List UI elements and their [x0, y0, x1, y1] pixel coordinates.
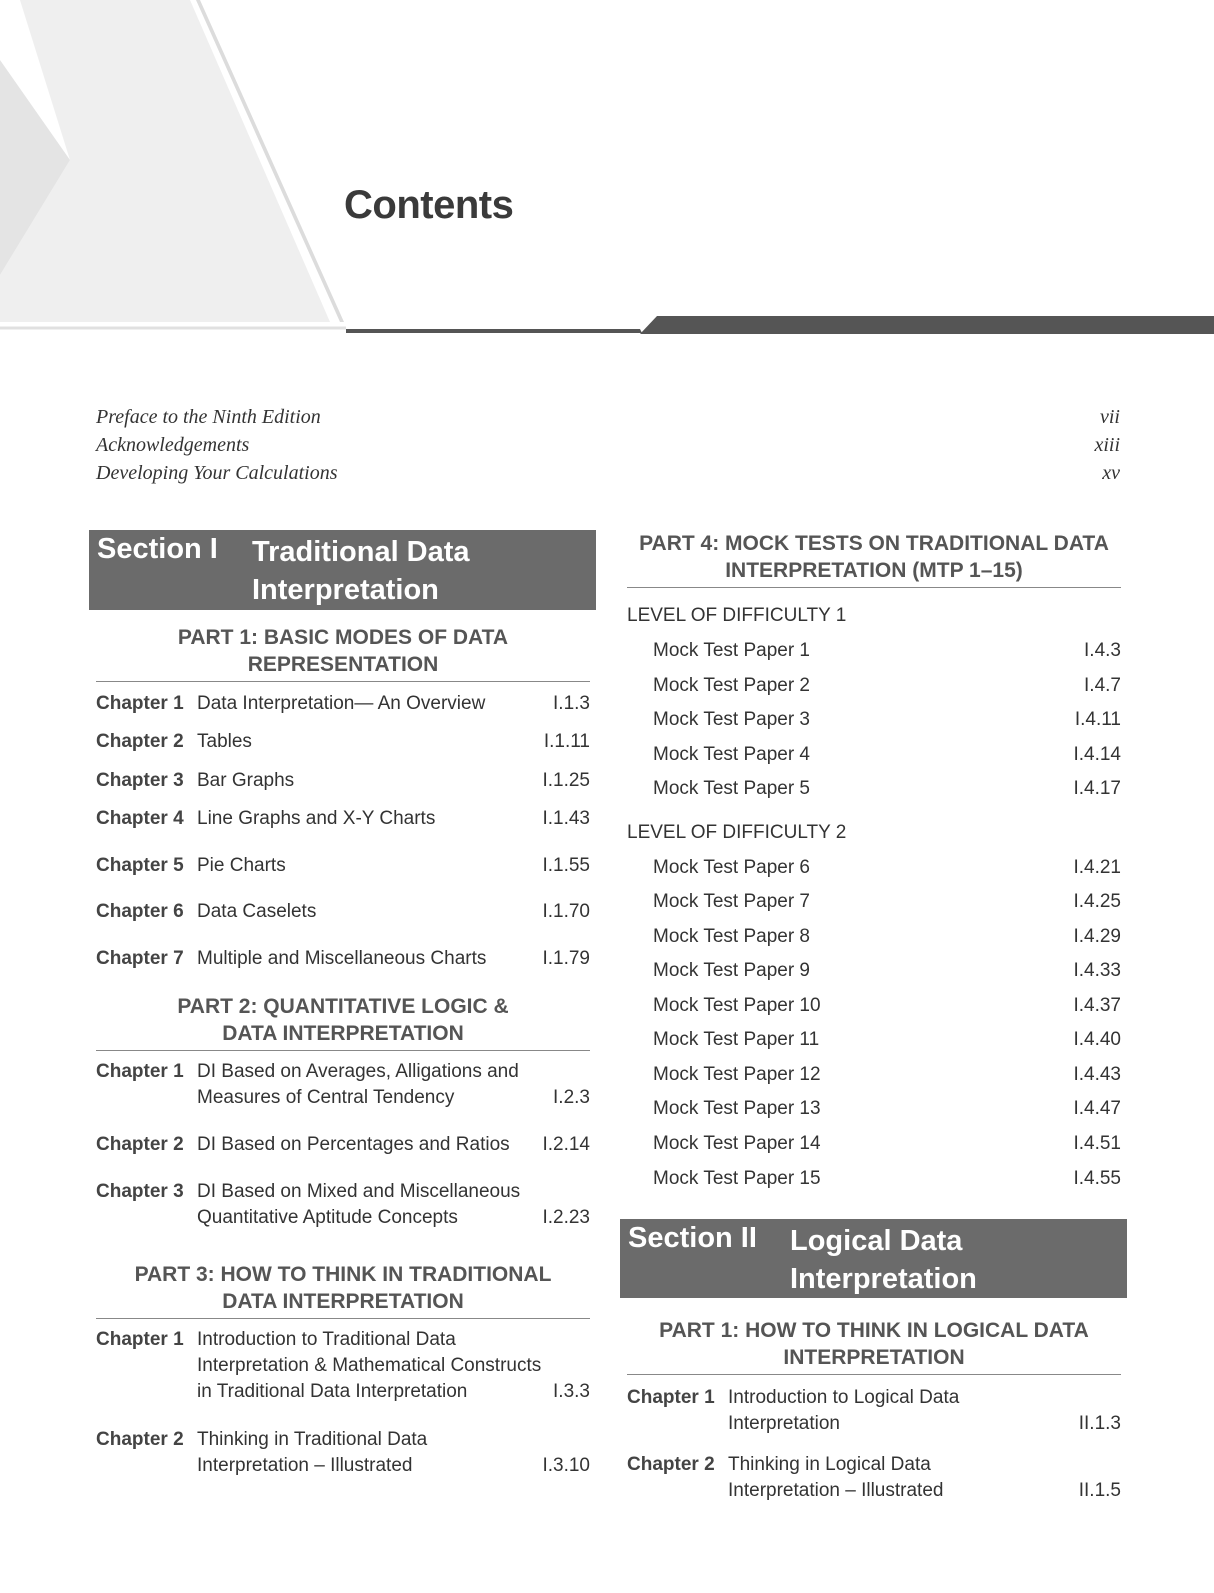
page-number: I.3.3: [553, 1381, 590, 1402]
part-heading-line2: DATA INTERPRETATION: [222, 1290, 464, 1313]
mock-test-title: Mock Test Paper 14: [653, 1133, 821, 1154]
chapter-number: Chapter 2: [96, 731, 184, 752]
mock-test-entry[interactable]: [653, 640, 1121, 666]
toc-entry[interactable]: [96, 1179, 590, 1231]
mock-test-entry[interactable]: [653, 960, 1121, 986]
page-number: I.4.25: [1073, 891, 1121, 912]
toc-entry[interactable]: [627, 1385, 1121, 1437]
page-number: I.2.14: [542, 1134, 590, 1155]
chapter-title: [728, 1385, 959, 1437]
chapter-title: Multiple and Miscellaneous Charts: [197, 948, 487, 969]
toc-entry[interactable]: [96, 729, 590, 755]
mock-test-title: Mock Test Paper 6: [653, 857, 811, 878]
chapter-number: Chapter 3: [96, 1181, 184, 1202]
chapter-title: Pie Charts: [197, 855, 286, 876]
front-matter-title: Developing Your Calculations: [96, 462, 338, 484]
chapter-title: [197, 1179, 520, 1231]
page-number: I.4.43: [1073, 1064, 1121, 1085]
toc-entry[interactable]: [96, 853, 590, 879]
page-number: I.2.23: [542, 1207, 590, 1228]
toc-entry[interactable]: [96, 1327, 590, 1405]
mock-test-title: Mock Test Paper 9: [653, 960, 811, 981]
mock-test-entry[interactable]: [653, 891, 1121, 917]
chapter-title: [197, 1327, 541, 1405]
chapter-title-line: DI Based on Averages, Alligations and: [197, 1061, 519, 1082]
mock-test-title: Mock Test Paper 8: [653, 926, 811, 947]
part-3-heading: [96, 1261, 590, 1319]
toc-entry[interactable]: [627, 1452, 1121, 1504]
mock-test-entry[interactable]: [653, 1064, 1121, 1090]
toc-entry[interactable]: [96, 806, 590, 832]
page-number: I.1.79: [542, 948, 590, 969]
mock-test-title: Mock Test Paper 10: [653, 995, 821, 1016]
chapter-title-line: Interpretation & Mathematical Constructs: [197, 1355, 542, 1376]
chapter-number: Chapter 5: [96, 855, 184, 876]
chapter-number: Chapter 6: [96, 901, 184, 922]
page-number: I.4.21: [1073, 857, 1121, 878]
page-number: I.4.14: [1073, 744, 1121, 765]
section-1-banner: [89, 530, 596, 610]
mock-test-title: Mock Test Paper 1: [653, 640, 811, 661]
page-number: I.4.33: [1073, 960, 1121, 981]
toc-entry[interactable]: [96, 899, 590, 925]
toc-entry[interactable]: [96, 1427, 590, 1479]
chapter-title-line: Interpretation: [728, 1413, 840, 1434]
level-heading: LEVEL OF DIFFICULTY 1: [627, 605, 847, 626]
section-2-label: Section II: [628, 1222, 757, 1254]
toc-entry[interactable]: [96, 1059, 590, 1111]
part-heading-line2: DATA INTERPRETATION: [222, 1022, 464, 1045]
front-matter-page: xiii: [1094, 434, 1120, 456]
toc-entry[interactable]: [96, 691, 590, 717]
toc-entry[interactable]: [96, 946, 590, 972]
mock-test-entry[interactable]: [653, 1098, 1121, 1124]
page-number: II.1.5: [1078, 1480, 1121, 1501]
page-number: I.4.47: [1073, 1098, 1121, 1119]
chapter-title-line: Interpretation – Illustrated: [197, 1455, 413, 1476]
mock-test-title: Mock Test Paper 4: [653, 744, 811, 765]
chapter-title: Tables: [197, 731, 252, 752]
page-number: I.1.55: [542, 855, 590, 876]
part-heading-line1: PART 1: BASIC MODES OF DATA: [177, 626, 509, 649]
mock-test-title: Mock Test Paper 13: [653, 1098, 821, 1119]
chapter-title-line: Thinking in Logical Data: [728, 1454, 931, 1475]
part-heading-line2: INTERPRETATION (MTP 1–15): [725, 559, 1023, 582]
chapter-title-line: Introduction to Traditional Data: [197, 1329, 456, 1350]
chapter-title: [197, 1059, 519, 1111]
part-heading-line2: REPRESENTATION: [247, 653, 439, 676]
chapter-number: Chapter 4: [96, 808, 184, 829]
section-1-title-line2: Interpretation: [252, 574, 439, 606]
mock-test-title: Mock Test Paper 11: [653, 1029, 820, 1050]
mock-test-title: Mock Test Paper 5: [653, 778, 811, 799]
chapter-number: Chapter 1: [96, 693, 184, 714]
chapter-title: DI Based on Percentages and Ratios: [197, 1134, 510, 1155]
level-heading: LEVEL OF DIFFICULTY 2: [627, 822, 847, 843]
mock-test-title: Mock Test Paper 7: [653, 891, 811, 912]
mock-test-entry[interactable]: [653, 675, 1121, 701]
mock-test-title: Mock Test Paper 15: [653, 1168, 821, 1189]
page-number: I.1.25: [542, 770, 590, 791]
page-number: I.4.40: [1073, 1029, 1121, 1050]
mock-test-entry[interactable]: [653, 1029, 1121, 1055]
chapter-number: Chapter 2: [96, 1134, 184, 1155]
mock-test-title: Mock Test Paper 2: [653, 675, 811, 696]
page-number: I.4.29: [1073, 926, 1121, 947]
header-decoration: [0, 0, 1214, 340]
section-1-label: Section I: [97, 533, 218, 565]
front-matter-title: Preface to the Ninth Edition: [96, 406, 321, 428]
page-number: I.1.43: [542, 808, 590, 829]
chapter-title: Bar Graphs: [197, 770, 295, 791]
front-matter-title: Acknowledgements: [96, 434, 250, 456]
page-number: I.1.11: [543, 731, 590, 752]
part-1-heading: [96, 624, 590, 682]
page-number: I.1.3: [553, 693, 590, 714]
chapter-number: Chapter 1: [627, 1387, 715, 1408]
section-2-banner: [620, 1219, 1127, 1298]
part-heading-line1: PART 3: HOW TO THINK IN TRADITIONAL: [134, 1263, 552, 1286]
mock-test-title: Mock Test Paper 12: [653, 1064, 821, 1085]
part-2-heading: [96, 993, 590, 1051]
mock-test-entry[interactable]: [653, 995, 1121, 1021]
section-2-part-1-heading: [627, 1317, 1121, 1375]
mock-test-entry[interactable]: [653, 709, 1121, 735]
chapter-number: Chapter 7: [96, 948, 184, 969]
chapter-title-line: Introduction to Logical Data: [728, 1387, 960, 1408]
chapter-title: Data Interpretation— An Overview: [197, 693, 486, 714]
page-number: I.4.55: [1073, 1168, 1121, 1189]
chapter-title-line: Thinking in Traditional Data: [197, 1429, 428, 1450]
page-number: I.4.17: [1073, 778, 1121, 799]
part-heading-line1: PART 2: QUANTITATIVE LOGIC &: [177, 995, 509, 1018]
part-heading-line2: INTERPRETATION: [783, 1346, 965, 1369]
page-number: I.4.51: [1073, 1133, 1121, 1154]
front-matter-entry[interactable]: [96, 462, 1120, 488]
front-matter-page: vii: [1100, 406, 1120, 428]
chapter-number: Chapter 1: [96, 1329, 184, 1350]
page-number: I.4.7: [1084, 675, 1121, 696]
page-number: I.2.3: [553, 1087, 590, 1108]
mock-test-entry[interactable]: [653, 1133, 1121, 1159]
chapter-number: Chapter 1: [96, 1061, 184, 1082]
mock-test-entry[interactable]: [653, 778, 1121, 804]
front-matter-entry[interactable]: [96, 406, 1120, 432]
mock-test-entry[interactable]: [653, 926, 1121, 952]
page-number: I.4.37: [1073, 995, 1121, 1016]
chapter-title: Line Graphs and X-Y Charts: [197, 808, 436, 829]
toc-entry[interactable]: [96, 1132, 590, 1158]
part-heading-line1: PART 4: MOCK TESTS ON TRADITIONAL DATA: [639, 532, 1109, 555]
chapter-title: [197, 1427, 427, 1479]
chapter-title-line: Measures of Central Tendency: [197, 1087, 455, 1108]
chapter-title: Data Caselets: [197, 901, 317, 922]
chapter-number: Chapter 3: [96, 770, 184, 791]
chapter-number: Chapter 2: [627, 1454, 715, 1475]
chapter-title-line: in Traditional Data Interpretation: [197, 1381, 468, 1402]
toc-entry[interactable]: [96, 768, 590, 794]
section-2-title-line2: Interpretation: [790, 1263, 977, 1295]
section-1-title-line1: Traditional Data: [252, 536, 470, 568]
mock-test-entry[interactable]: [653, 744, 1121, 770]
chapter-title: [728, 1452, 943, 1504]
mock-test-entry[interactable]: [653, 857, 1121, 883]
page-number: II.1.3: [1078, 1413, 1121, 1434]
mock-test-title: Mock Test Paper 3: [653, 709, 811, 730]
page-title: Contents: [344, 183, 514, 227]
section-2-title: [790, 1222, 977, 1298]
section-1-title: [252, 533, 470, 609]
part-heading-line1: PART 1: HOW TO THINK IN LOGICAL DATA: [659, 1319, 1089, 1342]
mock-test-entry[interactable]: [653, 1168, 1121, 1194]
chapter-title-line: DI Based on Mixed and Miscellaneous: [197, 1181, 521, 1202]
front-matter-entry[interactable]: [96, 434, 1120, 460]
page-number: I.4.11: [1074, 709, 1121, 730]
chapter-title-line: Interpretation – Illustrated: [728, 1480, 944, 1501]
page-number: I.4.3: [1084, 640, 1121, 661]
chapter-title-line: Quantitative Aptitude Concepts: [197, 1207, 458, 1228]
page-number: I.3.10: [542, 1455, 590, 1476]
front-matter-page: xv: [1102, 462, 1120, 484]
part-4-heading: [627, 530, 1121, 588]
chapter-number: Chapter 2: [96, 1429, 184, 1450]
page-number: I.1.70: [542, 901, 590, 922]
section-2-title-line1: Logical Data: [790, 1225, 963, 1257]
